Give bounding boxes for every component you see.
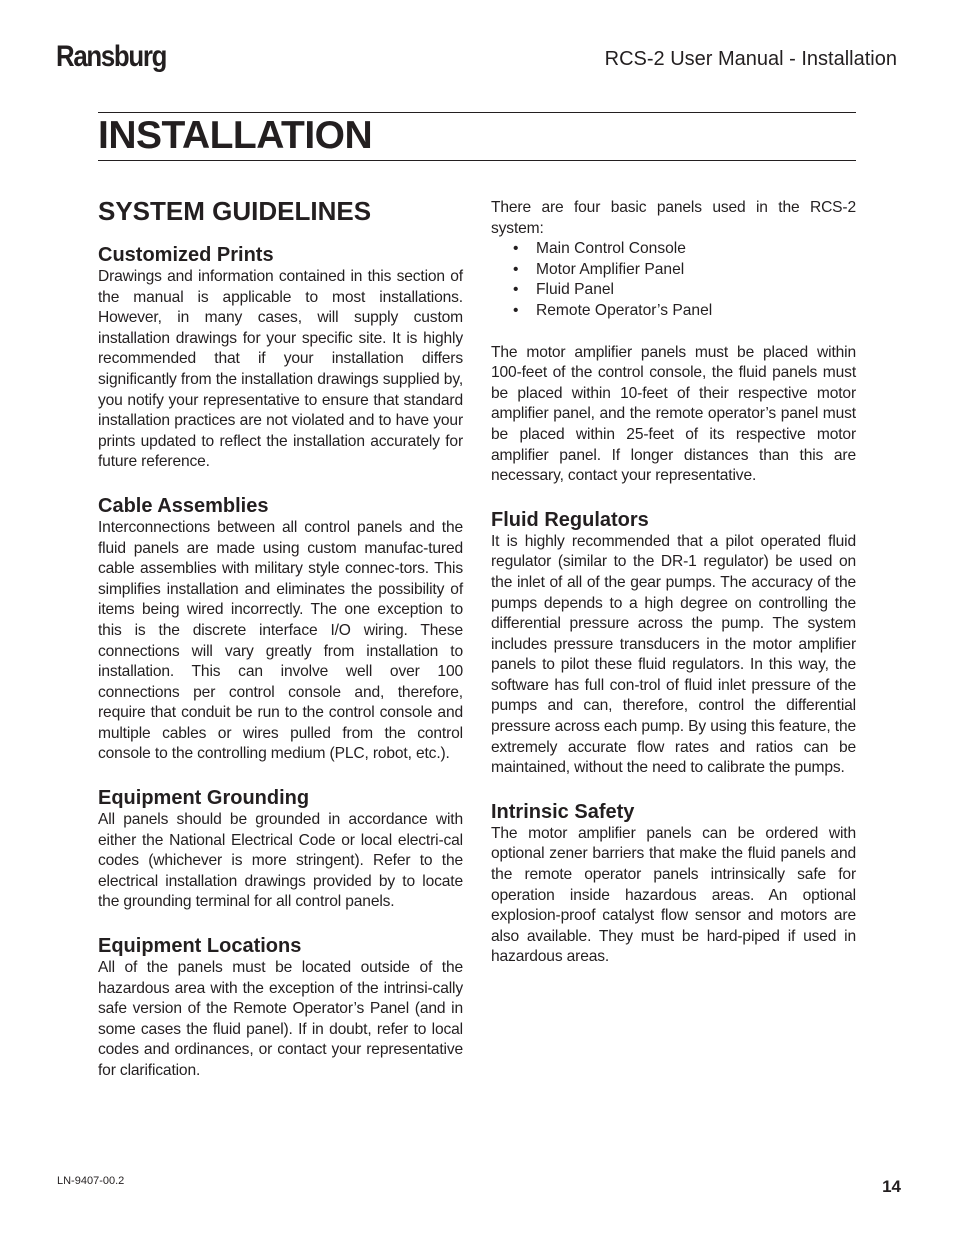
- doc-number: LN-9407-00.2: [57, 1175, 125, 1187]
- intrinsic-safety-heading: Intrinsic Safety: [491, 800, 635, 823]
- left-column: [98, 195, 463, 1103]
- customized-prints-heading: Customized Prints: [98, 244, 274, 266]
- list-item: • Motor Amplifier Panel: [513, 260, 856, 281]
- cable-assemblies-section: [98, 494, 463, 765]
- panels-intro-text: There are four basic panels used in the RCS-2 system:: [491, 199, 856, 237]
- cable-assemblies-heading: Cable Assemblies: [98, 494, 269, 517]
- equipment-grounding-section: [98, 786, 463, 913]
- bullet-icon: •: [513, 281, 519, 299]
- page-title: INSTALLATION: [98, 114, 373, 157]
- bullet-icon: •: [513, 301, 519, 319]
- bullet-icon: •: [513, 240, 519, 258]
- placement-text: The motor amplifier panels must be placed within 100-feet of the control console, the fluid panels must be placed within 10-feet of their respective motor amplifier panel, and the remote operator’s panel must be placed within 25-feet of its respective motor amplifier panel. If longer distances than this are necessary, contact your representative.: [491, 343, 856, 485]
- section-title: SYSTEM GUIDELINES: [98, 196, 372, 226]
- intrinsic-safety-text: The motor amplifier panels can be ordered with optional zener barriers that make the fluid panels and the remote operator panels intrinsically safe for operation inside hazardous areas. An optional explosion-proof catalyst flow sensor and motors are also available. They must be hard-piped if used in hazardous areas.: [491, 824, 856, 966]
- fluid-regulators-heading: Fluid Regulators: [491, 508, 649, 531]
- equipment-grounding-text: All panels should be grounded in accordance with either the National Electrical Code or local electri-cal codes (whichever is more stringent). Refer to the electrical installation drawings provided by to locate the grounding terminal for all control panels.: [98, 811, 463, 911]
- equipment-grounding-heading: Equipment Grounding: [98, 787, 310, 810]
- list-item: • Main Control Console: [513, 239, 856, 260]
- header-title: RCS-2 User Manual - Installation: [604, 48, 897, 70]
- list-item: • Remote Operator’s Panel: [513, 301, 856, 322]
- fluid-regulators-text: It is highly recommended that a pilot operated fluid regulator (similar to the DR-1 regulator) be used on the inlet of all of the gear pumps. The accuracy of the pumps depends to a high degree on controlling the differential pressure across the pump. The system includes pressure transducers in the motor amplifier panels to pilot these fluid regulators. In this way, the software has full con-trol of fluid inlet pressure of the pumps and can, therefore, control the differential pressure across each pump. By using this feature, the extremely accurate flow rates and ratios can be maintained, without the need to calibrate the pumps.: [491, 532, 856, 777]
- right-column: [491, 198, 856, 989]
- title-rule-bottom: [98, 160, 856, 161]
- cable-assemblies-text: Interconnections between all control panels and the fluid panels are made using custom manufac-tured cable assemblies with military style connec-tors. This simplifies installation and eliminates the possibility of items being wired incorrectly. The one exception to this is the discrete interface I/O wiring. These connections will vary greatly from installation to installation. This can involve well over 100 connections per control console and, therefore, require that conduit be run to the control console and multiple cables or wires pulled from the control console to the controlling medium (PLC, robot, etc.).: [98, 518, 463, 763]
- panels-list: [491, 239, 856, 321]
- bullet-icon: •: [513, 260, 519, 278]
- customized-prints-text: Drawings and information contained in this section of the manual is applicable to most installations. However, in many cases, will supply custom installation drawings for your specific site. It is highly recommended that if your installation differs significantly from the installation drawings supplied by, you notify your representative to ensure that standard installation practices are not violated and to have your prints updated to reflect the installation accurately for future reference.: [98, 268, 463, 471]
- equipment-locations-text: All of the panels must be located outside of the hazardous area with the exception of the intrinsi-cally safe version of the Remote Operator’s Panel (and in some cases the fluid panel). If in doubt, refer to local codes and ordinances, or contact your representative for clarification.: [98, 959, 463, 1079]
- list-item: • Fluid Panel: [513, 280, 856, 301]
- customized-prints-section: [98, 243, 463, 473]
- equipment-locations-heading: Equipment Locations: [98, 935, 302, 958]
- placement-section: [491, 343, 856, 487]
- equipment-locations-section: [98, 934, 463, 1082]
- intrinsic-safety-section: [491, 800, 856, 968]
- ransburg-logo: Ransburg: [56, 40, 167, 73]
- fluid-regulators-section: [491, 508, 856, 779]
- page-number: 14: [882, 1177, 901, 1196]
